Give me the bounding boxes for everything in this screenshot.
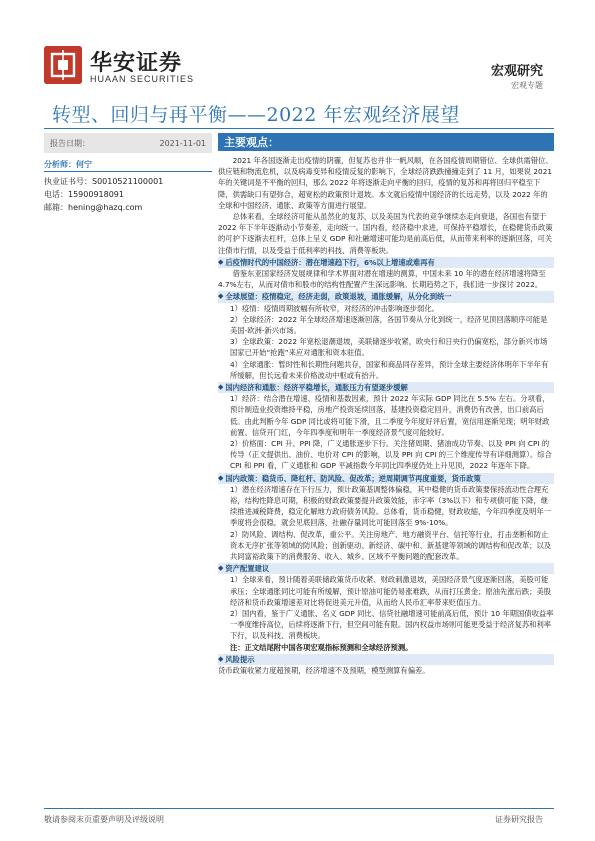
email[interactable]: 邮箱：hening@hazq.com [44,203,143,212]
report-type: 宏观研究 [490,64,543,79]
footer-disclaimer: 敬请参阅末页重要声明及评级说明 [44,815,164,824]
company-name-en: HUAAN SECURITIES [90,74,195,84]
list-item: 4）全球通胀：暂时性和长期性问题共存，国家和商品同存差异，预计全球主要经济体明年下半年有所缓解，但长远看未来价格波动中枢或有抬升。 [230,359,549,380]
logo-emblem-icon [44,46,82,84]
list-item: 1）疫情：疫情周期波幅有所收窄，对经济的冲击影响逐步弱化。 [230,303,439,313]
report-title: 转型、回归与再平衡——2022 年宏观经济展望 [52,104,460,126]
section-heading: ◆ 全球展望：疫情稳定，经济走弱，政策退坡，通胀缓解，从分化到统一 [218,291,554,302]
list-item: 1）全球来看，预计随着美联储政策货币收紧、财政刺激退坡，美国经济景气度逐渐回落，美股可能承压；全球通胀同比可能有所缓解，预计原油可能仍易涨难跌，从而打压黄金；原油先涨后跌；美股经济和货币政策增速差对比将促进美元升值，从而给人民币汇率带来贬值压力。 [230,575,552,607]
analyst-label: 分析师： [44,160,76,169]
sidebar [44,133,212,214]
diamond-bullet-icon: ◆ [218,292,224,301]
report-subtype: 宏观专题 [511,81,543,90]
list-item: 2）价格面：CPI 升、PPI 降，广义通胀逐步下行。关注猪周期、猪油成功节奏、以及 PPI 向 CPI 的传导（正文提供出、油价、电价对 CPI 的影响，以及 PPI 向 CPI 的三个维度传导有详细测算）。综合 CPI 和 PPI 看，广义通胀和 GDP 平减指数今年同比四季度仍处上升见顶，2022 年逐年下降。 [230,439,552,471]
title-divider [44,128,554,129]
diamond-bullet-icon: ◆ [218,383,224,392]
company-name-cn: 华安证券 [90,50,183,76]
diamond-bullet-icon: ◆ [218,564,224,573]
diamond-bullet-icon: ◆ [218,473,224,482]
summary-paragraph: 总体来看，全球经济可能从虽然化的复苏，以及美国为代表的竞争继续态走向衰退，各国也有望于 2022 年下半年逐渐动小节奏差，走向统一。国内看，经济稳中求进，可保持平稳增长，在稳健货币政策的可护下逐渐去杠杆，总体上呈义 GDP 和社融增速可能均是前高后低，从而带来利率的逐渐回落，可关注债市行情，以及受益于低利率的科技、消费等板块。 [218,212,553,255]
list-item: 1）潜在经济增速存在下行压力，预计政策基调整体偏稳，其中稳健的货币政策要保持流动性合理充裕，结构性降息可期，积极的财政政策要提升政策效能，赤字率（3%以下）和专项债可能下降，继续推进减税降费，稳定化解地方政府债务风险。总体看，货币稳健，财政收缩，今年四季度及明年一季度将会很稳，就会见底回落，社融存量同比可能回落至 9%-10%。 [230,484,552,528]
list-item: 2）全球经济：2022 年全球经济增速逐渐回落，各国节奏从分化到统一，经济见顶回落顺序可能是美国-欧洲-新兴市场。 [230,314,548,336]
report-body [218,155,554,676]
analyst-bar [44,158,212,172]
section-heading: ◆ 资产配置建议 [218,563,554,574]
intro-paragraph: 2021 年各国逐渐走出疫情的阴霾，但复苏也并非一帆风顺，在各国疫情周期错位、全球供需错位、供应链和物流危机，以及病毒变异和疫情反复的影响下，全球经济跌跌撞撞走到了 11 月，如果说 2021 年的关键词是不平衡的回归，那么 2022 年将逐渐走向平衡的回归，疫情的复苏和再将回归平稳至下降，供需缺口有望弥合，超宽松的政策预计退坡。本文就后疫情中国经济的长远走势，以及 2022 年的全球和中国经济、通胀、政策等方面进行展望。 [218,156,553,210]
date-label: 报告日期： [50,138,90,148]
report-date-bar [44,133,212,153]
analyst-name: 何宁 [76,160,92,169]
list-item: 2）国内看，鉴于广义通胀、名义 GDP 同比、信贷社融增速可能前高后低，预计 10 年期国债收益率一季度维持高位，后续将逐渐下行，但空间可能有限。国内权益市场则可能更受益于经济复苏和利率下行，以及科技、消费板块。 [230,609,554,641]
date-value: 2021-11-01 [159,138,206,148]
section-heading: ◆ 风险提示 [218,654,554,665]
section-heading: ◆ 国内政策：稳货币、降杠杆、防风险、促改革；逆周期调节再度重要，货币政策 [218,473,554,484]
risk-text: 货币政策收紧力度超预期，经济增速不及预期，模型测算有偏差。 [218,666,430,676]
list-item: 3）全球政策：2022 年宽松退潮退坡，美联储逐步收紧，欧央行和日央行仍偏宽松，部分新兴市场国家已开始“抢跑”来应对通胀和资本驻值。 [230,337,548,358]
analyst-contact [44,175,212,214]
section-heading: ◆ 后疫情时代的中国经济：潜在增速趋下行，6%以上增速或难再有 [218,257,554,268]
key-points-header [218,133,554,151]
license-number: 执业证书号：S0010521100001 [44,177,164,186]
note-text: 注：正文结尾附中国各项宏观指标预测和全球经济预测。 [230,642,413,652]
section-heading: ◆ 国内经济和通胀：经济平稳增长，通胀压力有望逐步缓解 [218,382,554,393]
footer-label: 证券研究报告 [495,815,543,824]
footer-divider [44,808,554,809]
list-item: 1）经济：结合潜在增速、疫情和基数因素，预计 2022 年实际 GDP 同比在 5.5% 左右。分项看，预计制造业投资维持平稳，房地产投资延续回落，基建投资稳定回升，消费仍有改善，出口前高后低。由此判断今年 GDP 同比或将可能下滑，且二季度今年度好评后置，宽信用逐渐见现；明年财政前置、信贷开门红，今年四季度和明年一季度经济景气度可能较好。 [230,394,550,437]
key-points-title: 主要观点： [218,133,554,151]
phone: 电话：15900918091 [44,190,124,199]
diamond-bullet-icon: ◆ [218,654,224,663]
list-item: 2）防风险、调结构、促改革，重公平。关注房地产、地方融资平台、信托等行业，打击垄断和防止资本无序扩张等领域的防风险；创新驱动、新经济、碳中和、新基建等领域的调结构和促改革；以及共同富裕政策下的消费服务、收入、城乡、区域不平衡问题的配套改革。 [230,529,552,562]
company-logo [44,46,82,84]
diamond-bullet-icon: ◆ [218,257,224,266]
section-text: 借鉴东亚国家经济发展规律和学术界面对潜在增速的测算，中国未来 10 年的潜在经济增速将降至 4.7%左右，从而对债市和股市的结构性配置产生深远影响。长期趋势之下，我们进一步探讨 2022。 [218,269,546,290]
